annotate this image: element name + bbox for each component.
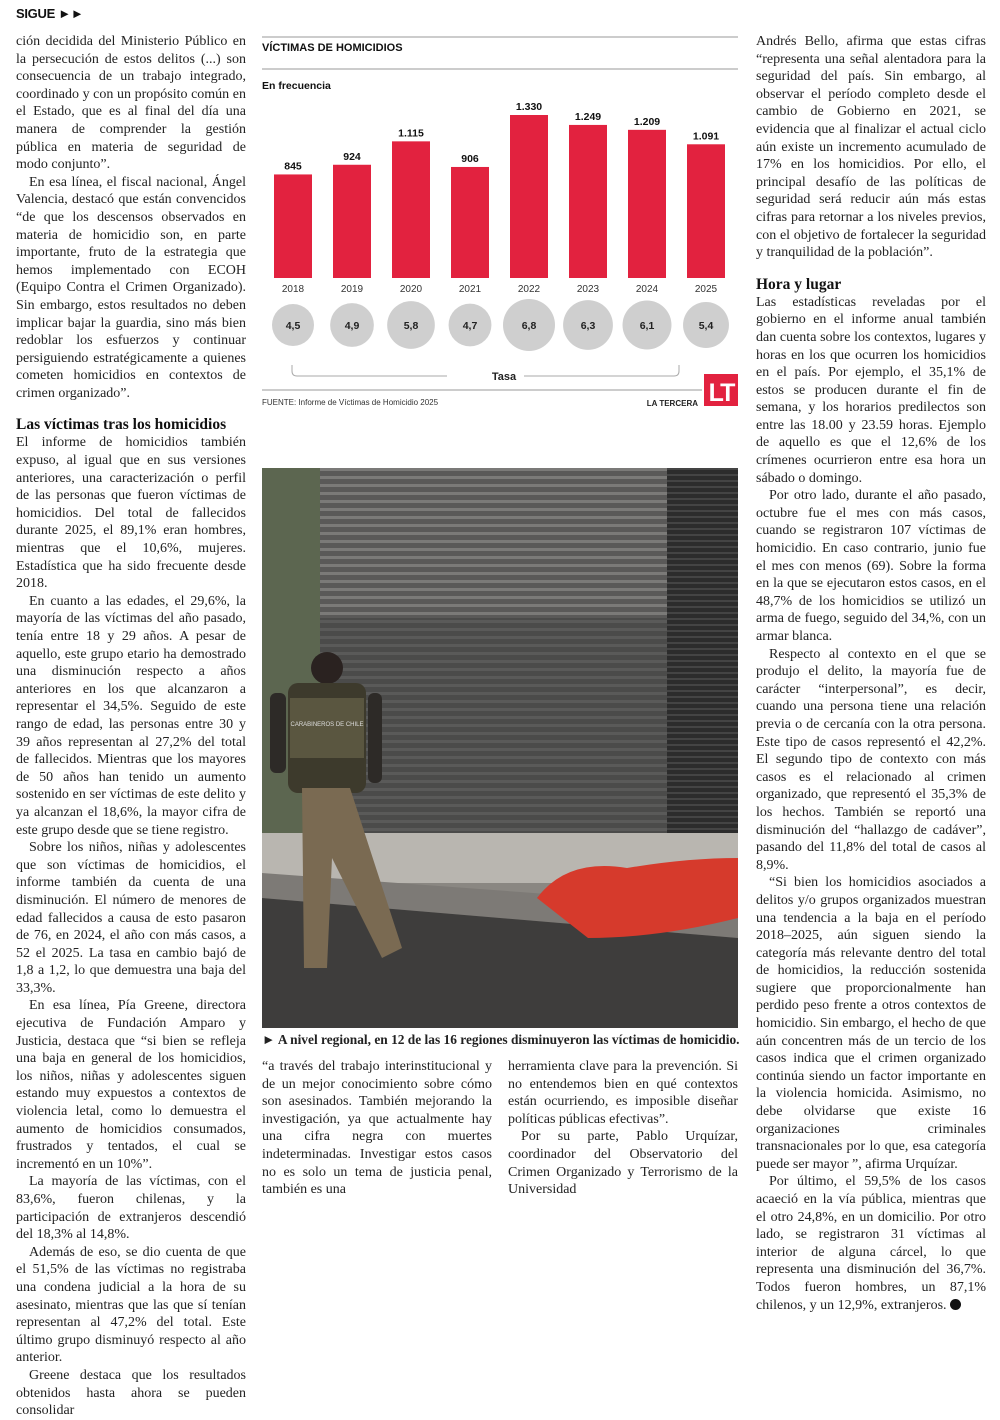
article-column-right bbox=[756, 33, 986, 1314]
paragraph bbox=[16, 839, 246, 997]
rate-value-label: 4,7 bbox=[462, 320, 478, 332]
rate-value-label: 6,3 bbox=[580, 320, 596, 332]
bar-value-label: 1.115 bbox=[398, 127, 424, 140]
paragraph bbox=[756, 874, 986, 1173]
paragraph-text: Por último, el 59,5% de los casos acaeció en la vía pública, mientras que el otro 24,8%, en un domicilio. Por otro lado, se registraron 31 víctimas al interior de alguna cárcel, lo que representa una disminución del 36,7%. Todos fueron hombres, un 87,1% chilenos, y un 12,9%, extranjeros. bbox=[756, 1174, 986, 1313]
bar-2023 bbox=[569, 125, 607, 278]
bar-2022 bbox=[510, 115, 548, 278]
paragraph bbox=[16, 1367, 246, 1420]
section-heading bbox=[756, 276, 986, 294]
bar-value-label: 924 bbox=[343, 150, 361, 163]
year-label: 2023 bbox=[576, 284, 600, 295]
paragraph bbox=[756, 33, 986, 262]
rate-value-label: 4,9 bbox=[344, 320, 360, 332]
chart-source: FUENTE: Informe de Víctimas de Homicidio 2025 bbox=[262, 398, 439, 407]
paragraph bbox=[16, 434, 246, 592]
continued-label: SIGUE ►► bbox=[16, 6, 84, 21]
paragraph bbox=[756, 487, 986, 645]
bar-value-label: 1.209 bbox=[633, 115, 661, 128]
rate-value-label: 4,5 bbox=[285, 320, 301, 332]
brand-name: LA TERCERA bbox=[646, 399, 698, 408]
paragraph-text: En cuanto a las edades, el 29,6%, la mayoría de las víctimas del año pasado, tenía entre 18 y 29 años. A pesar de aquello, este grupo etario ha demostrado una disminución respecto a años anteriores en los que alcanzaron a representar el 34,5%. Seguido de este rango de edad, las personas entre 30 y 39 años representan al 27,2% del total de fallecidos. Mientras que los mayores de 50 años han tenido un aumento sostenido en ser víctimas de este delito y ya alcanzan el 18,6%, la mayor cifra de este grupo desde que se tiene registro. bbox=[16, 593, 246, 838]
year-label: 2021 bbox=[458, 284, 482, 295]
paragraph-text: En esa línea, Pía Greene, directora ejecutiva de Fundación Amparo y Justicia, destaca que “si bien se refleja una baja en general de los homicidios, los niños, niñas y adolescentes siguen estando muy expuestos a contextos de violencia letal, como lo demuestra el aumento de homicidios consumados, frustrados y tentados, el cual se incrementó en un 10%”. bbox=[16, 998, 246, 1172]
heading-text: Hora y lugar bbox=[756, 275, 842, 293]
end-of-article-icon bbox=[950, 1299, 961, 1310]
brand-logo-text: LT bbox=[708, 379, 734, 407]
bar-value-label: 845 bbox=[284, 160, 302, 173]
paragraph-text: Sobre los niños, niñas y adolescentes que son víctimas de homicidios, el informe también da cuenta de una disminución. El número de menores de edad fallecidos a causa de esto pasaron de 76, en 2024, el año con más casos, a 52 el 2025. La tasa en cambio bajó de 1,8 a 1,2, lo que demuestra una baja del 33,3%. bbox=[16, 840, 246, 996]
photo-police-officer-crime-scene bbox=[262, 468, 738, 1028]
rate-value-label: 6,8 bbox=[521, 320, 537, 332]
paragraph-text: ción decidida del Ministerio Público en la persecución de estos delitos (...) son consecuencia de un trabajo integrado, coordinado y con un propósito común en el Estado, que es al final del día una manera de comprender la gestión pública en materia de seguridad de modo conjunto”. bbox=[16, 34, 246, 173]
paragraph-text: “Si bien los homicidios asociados a delitos y/o grupos organizados muestran una tendencia a la baja en el período 2018–2025, aún siguen siendo la categoría más relevante dentro del total de homicidios, la reducción sostenida sugiere que proporcionalmente han perdido peso frente a otros contextos de homicidio. Sin embargo, el hecho de que aún concentren más de un tercio de los casos indica que el crimen organizado continúa siendo un factor importante en la violencia homicida. Asimismo, no debe olvidarse que existe 16 organizaciones criminales transnacionales por lo que, esa categoría puede ser mayor ”, afirma Urquízar. bbox=[756, 875, 986, 1172]
paragraph-text: Por su parte, Pablo Urquízar, coordinador del Observatorio del Crimen Organizado y Terrorismo de la Universidad bbox=[508, 1129, 738, 1198]
paragraph bbox=[16, 593, 246, 839]
rate-bracket bbox=[292, 365, 679, 376]
bar-2025 bbox=[687, 144, 725, 278]
paragraph bbox=[16, 174, 246, 403]
bar-2018 bbox=[274, 174, 312, 278]
paragraph bbox=[16, 33, 246, 174]
homicide-victims-chart bbox=[262, 30, 738, 410]
paragraph bbox=[262, 1058, 492, 1199]
chart-subtitle: En frecuencia bbox=[262, 80, 331, 92]
paragraph-text: Respecto al contexto en el que se produjo el delito, la mayoría fue de carácter “interpersonal”, es decir, cuando una persona tiene una relación previa o de cercanía con la otra persona. Este tipo de casos representó el 42,2%. El segundo tipo de contexto con más casos es el relacionado al crimen organizado, que representó el 35,3% de los hechos. También se reportó una disminución del “hallazgo de cadáver”, pasando del 11,8% del total de casos al 8,9%. bbox=[756, 646, 986, 873]
paragraph bbox=[16, 997, 246, 1173]
bar-2021 bbox=[451, 167, 489, 278]
year-label: 2022 bbox=[517, 284, 541, 295]
rate-value-label: 5,8 bbox=[403, 320, 419, 332]
paragraph-text: Además de eso, se dio cuenta de que el 51,5% de las víctimas no registraba una condena judicial a la hora de su asesinato, mientras que las que sí tenían representan al 47,2% del total. Este último grupo disminuyó respecto al año anterior. bbox=[16, 1244, 246, 1366]
paragraph-text: Andrés Bello, afirma que estas cifras “representa una señal alentadora para la seguridad del país. Sin embargo, al observar el período completo desde el cambio de Gobierno en 2021, se evidencia que al finalizar el actual ciclo aún existe un incremento acumulado de 17% en los homicidios. Por ello, el principal desafío de las políticas de seguridad será reducir aún más estas cifras para retornar a los niveles previos, con el objetivo de fortalecer la seguridad y tranquilidad de la población”. bbox=[756, 34, 986, 261]
paragraph-text: “a través del trabajo interinstitucional y de un mejor conocimiento sobre cómo son asesinados. También mejorando la investigación, ya que actualmente hay una cifra negra con muertes indeterminadas. Investigar estos casos no es solo un tema de justicia penal, también es una bbox=[262, 1059, 492, 1198]
bar-value-label: 1.330 bbox=[515, 101, 543, 113]
paragraph-text: El informe de homicidios también expuso, al igual que en sus versiones anteriores, una caracterización o perfil de las personas que fueron víctimas de homicidios. Del total de fallecidos durante 2025, el 89,1% eran hombres, mientras que el 10,6%, mujeres. Estadística que ha sido frecuente desde 2018. bbox=[16, 435, 246, 592]
paragraph-text: herramienta clave para la prevención. Si no entendemos bien en qué contextos están ocurriendo, es imposible diseñar políticas públicas efectivas”. bbox=[508, 1059, 738, 1127]
bar-2019 bbox=[333, 165, 371, 278]
paragraph-text: Por otro lado, durante el año pasado, octubre fue el mes con más casos, cuando se registraron 107 víctimas de homicidio. En caso contrario, junio fue el mes con menos (69). Sobre la forma en la que se ejecutaron estos casos, en el 48,7% de los homicidios se utilizó un arma de fuego, seguido del 34,%, con un armar blanca. bbox=[756, 488, 986, 644]
photo-caption: ► A nivel regional, en 12 de las 16 regiones disminuyeron las víctimas de homicidio. bbox=[262, 1032, 740, 1047]
article-column-mid-1 bbox=[262, 1058, 492, 1199]
year-label: 2024 bbox=[635, 284, 659, 295]
paragraph-text: En esa línea, el fiscal nacional, Ángel Valencia, destacó que están convencidos “de que los descensos observados en materia de homicidio son, en parte importante, fruto de la estrategia que hemos implementado con ECOH (Equipo Contra el Crimen Organizado). Sin embargo, estos resultados no deben implicar bajar la guardia, sino más bien redoblar los esfuerzos y continuar persiguiendo estratégicamente a quienes cometen homicidios en contextos de crimen organizado”. bbox=[16, 174, 246, 401]
paragraph bbox=[16, 1244, 246, 1367]
rate-value-label: 6,1 bbox=[639, 320, 655, 332]
rate-value-label: 5,4 bbox=[698, 320, 714, 332]
bar-value-label: 1.091 bbox=[692, 130, 720, 143]
bar-value-label: 1.249 bbox=[574, 110, 602, 123]
article-column-left bbox=[16, 33, 246, 1420]
heading-text: Las víctimas tras los homicidios bbox=[16, 416, 227, 434]
rate-label: Tasa bbox=[491, 371, 517, 383]
year-label: 2020 bbox=[399, 284, 423, 295]
chart-title: VÍCTIMAS DE HOMICIDIOS bbox=[262, 42, 403, 54]
paragraph bbox=[16, 1173, 246, 1243]
year-label: 2018 bbox=[281, 284, 305, 295]
paragraph-text: La mayoría de las víctimas, con el 83,6%, fueron chilenas, y la participación de extranjeros descendió del 18,3% al 14,8%. bbox=[16, 1174, 246, 1243]
bar-value-label: 906 bbox=[461, 152, 479, 165]
paragraph bbox=[756, 294, 986, 488]
paragraph bbox=[756, 646, 986, 875]
paragraph-text: Las estadísticas reveladas por el gobierno en el informe anual también dan cuenta sobre los contextos, lugares y horas en los que ocurren los homicidios en el país. Por ejemplo, el 35,1% de estos se producen durante el fin de semana, y los horarios predilectos son entre las 18.00 y 23.59 horas. Ejemplo de aquello es que el 12,6% de los crímenes ocurrieron entre esa hora un sábado o domingo. bbox=[756, 294, 986, 486]
year-label: 2025 bbox=[694, 284, 718, 295]
paragraph-text: Greene destaca que los resultados obtenidos hasta ahora se pueden consolidar bbox=[16, 1367, 246, 1419]
paragraph bbox=[508, 1128, 738, 1198]
year-label: 2019 bbox=[340, 284, 364, 295]
vest-text: CARABINEROS DE CHILE bbox=[290, 722, 364, 728]
article-column-mid-2 bbox=[508, 1058, 738, 1199]
news-photo bbox=[262, 468, 738, 1028]
bar-2024 bbox=[628, 130, 666, 278]
paragraph bbox=[508, 1058, 738, 1128]
paragraph bbox=[756, 1173, 986, 1314]
section-heading bbox=[16, 416, 246, 434]
bar-2020 bbox=[392, 141, 430, 278]
